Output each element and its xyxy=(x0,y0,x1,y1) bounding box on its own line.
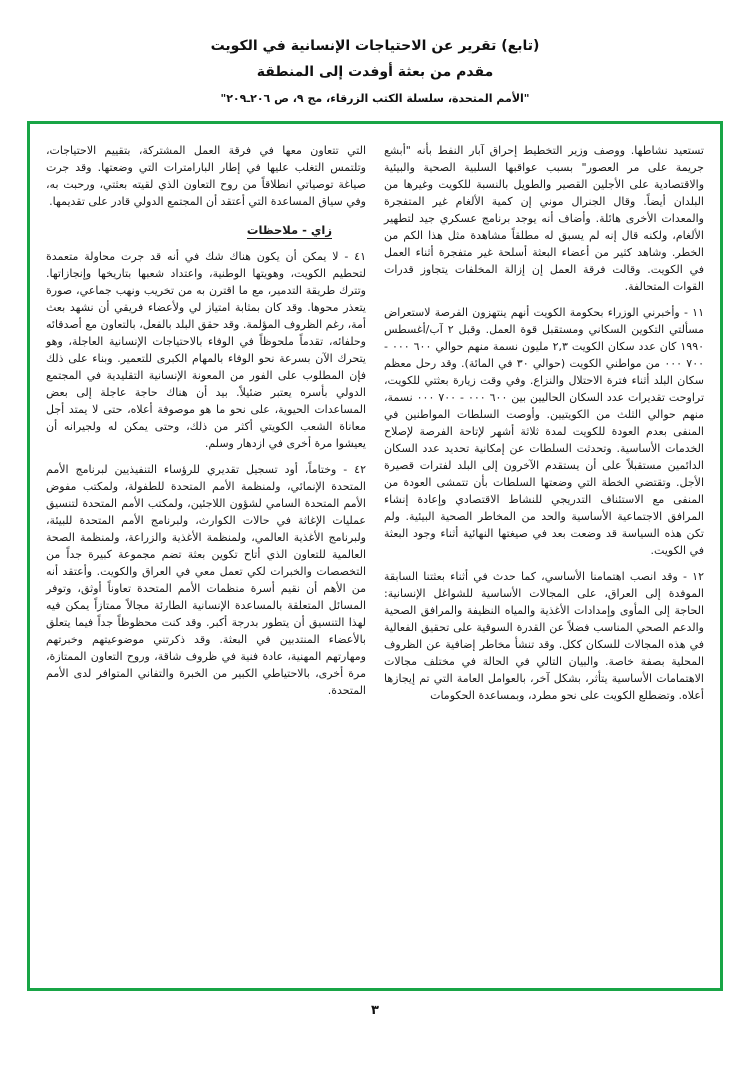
header-title-line1: (تابع) تقرير عن الاحتياجات الإنسانية في الكويت xyxy=(210,38,540,54)
paragraph-42: ٤٢ - وختاماً، أود تسجيل تقديري للرؤساء التنفيذيين لبرنامج الأمم المتحدة الإنمائي، ولمنظمة الأمم المتحدة للطفولة، ولمكتب مفوض الأمم المتحدة السامي لشؤون اللاجئين، ولمكتب الأمم المتحدة لتنسيق عمليات الإغاثة في حالات الكوارث، ولبرنامج الأمم المتحدة للبيئة، ولبرنامج الأغذية العالمي، ولمنظمة الأغذية والزراعة، ولمنظمة الصحة العالمية للتعاون الذي أتاح تكوين بعثة تضم مجموعة كبيرة جداً من التخصصات والخبرات لكي تعمل معي في العراق والكويت. وأعتقد أنه من الأهم أن نقيم أسرة منظمات الأمم المتحدة تعاوناً أوثق، وتوفر المسائل المتعلقة بالمساعدة الإنسانية الطارئة مجالاً ممتازاً يمكن فيه لهذا التنسيق أن يتطور بدرجة أكبر. وقد كنت محظوظاً جداً فيما يتعلق بالأعضاء المنتدبين في البعثة. وقد ذكرتني موضوعيتهم وخبرتهم ومهارتهم المهنية، عادة فنية في ظروف شاقة، وروح التعاون الممتازة، مرة أخرى، بالاحتياطي الكبير من الخبرة والتفاني المتوافر لدى الأمم المتحدة. xyxy=(46,462,366,697)
section-heading-row xyxy=(46,219,332,239)
column-right xyxy=(384,142,704,713)
two-column-text xyxy=(46,142,704,713)
green-border-box xyxy=(27,121,723,991)
document-header xyxy=(0,0,750,105)
paragraph-41: ٤١ - لا يمكن أن يكون هناك شك في أنه قد جرت محاولة متعمدة لتحطيم الكويت، وهويتها الوطنية، واعتداد شعبها بتاريخها وإنجازاتها. وتترك طريقة التدمير، مع ما اقترن به من تخريب ونهب جماعي، صورة يتعذر محوها. وقد كان بمثابة امتياز لي ولأعضاء فريقي أن نشهد بعث أمة، رغم الظروف المؤلمة. وقد حقق البلد بالفعل، بالتعاون مع أصدقائه وحلفائه، تقدماً ملحوظاً في الوفاء بالاحتياجات الإنسانية العاجلة، وهو يتحرك الآن بسرعة نحو الوفاء بالمهام الكبرى للتعمير. وبناء على ذلك فإن المطلوب على الفور من المعونة الإنسانية التقليدية في المجتمع الدولي بأسره يعتبر ضئيلاً. بيد أن هناك حاجة عاجلة إلى بعض المساعدات الحيوية، على نحو ما هو موصوفة أعلاه، حتى لا يمتد أجل معاناة الشعب الكويتي أكثر من ذلك، وحتى يمكن له ولجيرانه أن يعيشوا مرة أخرى في ازدهار وسلم. xyxy=(46,249,366,450)
paragraph-11: ١١ - وأخبرني الوزراء بحكومة الكويت أنهم ينتهزون الفرصة لاستعراض مسألتي التكوين السكاني ومستقبل قوة العمل. وقبل ٢ آب/أغسطس ١٩٩٠ كان عدد سكان الكويت ٢,٣ مليون نسمة منهم حوالي ٦٠٠ ٠٠٠ - ٧٠٠ ٠٠٠ من مواطني الكويت (حوالي ٣٠ في المائة). وقد رحل معظم سكان البلد أثناء فترة الاحتلال والنزاع. وفي وقت زيارة بعثتي للكويت، تراوحت تقديرات عدد السكان الحاليين بين ٦٠٠ ٠٠٠ - ٧٠٠ ٠٠٠ نسمة، منهم حوالي الثلث من الكويتيين. وأوصت السلطات المواطنين في المنفى بعدم العودة للكويت لمدة ثلاثة أشهر لإتاحة الفرصة لإصلاح الخدمات الأساسية. وتحدثت السلطات عن إمكانية تحديد عدد السكان الدائمين مستقبلاً على أن يستقدم الآخرون إلى البلد لفترات قصيرة الأجل. وتقتضي الخطة التي وضعتها السلطات بأن تتمشى العودة من المنفى مع الاستئناف التدريجي للنشاط الاقتصادي وإعادة إنشاء المرافق الاجتماعية الأساسية والحد من المخاطر الصحية البيئية. ولم تكن هذه السياسة قد وضعت بعد في صيغتها النهائية أثناء وجود البعثة في الكويت. xyxy=(384,305,705,557)
paragraph-12: ١٢ - وقد انصب اهتمامنا الأساسي، كما حدث في أثناء بعثتنا السابقة الموفدة إلى العراق، على المجالات الأساسية للشواغل الإنسانية: الحاجة إلى المأوى وإمدادات الأغذية والمياه النظيفة والمرافق الصحية والدعم الصحي المناسب فضلاً عن القدرة السوقية على تحقيق الفعالية في هذه المجالات للسكان ككل. وقد تنشأ مخاطر إضافية عن الظروف المحلية بصفة خاصة. والبيان التالي في الحالة في مختلف مجالات الاهتمامات الأساسية يتأثر، بشكل آخر، بالعوامل العامة التي تم إيجازها أعلاه. وتضطلع الكويت على نحو مطرد، وبمساعدة الحكومات xyxy=(384,569,704,702)
header-source-line: "الأمم المتحدة، سلسلة الكتب الزرقاء، مج ٩، ص ٢٠٦ـ٢٠٩" xyxy=(220,91,530,105)
column-left xyxy=(46,142,366,708)
paragraph-continuation-right: تستعيد نشاطها. ووصف وزير التخطيط إحراق آبار النفط بأنه "أبشع جريمة على مر العصور" بسبب عواقبها السلبية الصحية والبيئية والاقتصادية على الأجلين القصير والطويل بالنسبة للكويت وغيرها من البلدان أيضاً. وقال الجنرال موني إن كمية الألغام غير المتفجرة والمعدات الأخرى هائلة. وأضاف أنه يوجد برنامج عسكري جيد لتطهير الألغام، ولكنه قال إنه لم يسبق له مطلقاً مشاهدة مثل هذا الكم من الخطر. وشاهد كثير من أعضاء البعثة أسلحة غير متفجرة أثناء العمل في الكويت. وقالت فرقة العمل إن إزالة المخلفات يتجاوز قدرات القوات المتحالفة. xyxy=(384,143,704,293)
paragraph-continuation-left: التي تتعاون معها في فرقة العمل المشتركة، بتقييم الاحتياجات، وتلتمس التغلب عليها في إطار البارامترات التي وضعتها. وقد جرت صياغة توصياتي انطلاقاً من روح التعاون الذي لقيته بعثتي، ورحبت به، وفي سياق المساعدة التي أعتقد أن المجتمع الدولي قادر على تقديمها. xyxy=(46,143,366,208)
section-heading: زاي - ملاحظات xyxy=(246,222,332,237)
header-title-line2: مقدم من بعثة أوفدت إلى المنطقة xyxy=(256,63,494,80)
page-number: ٣ xyxy=(371,1002,379,1018)
